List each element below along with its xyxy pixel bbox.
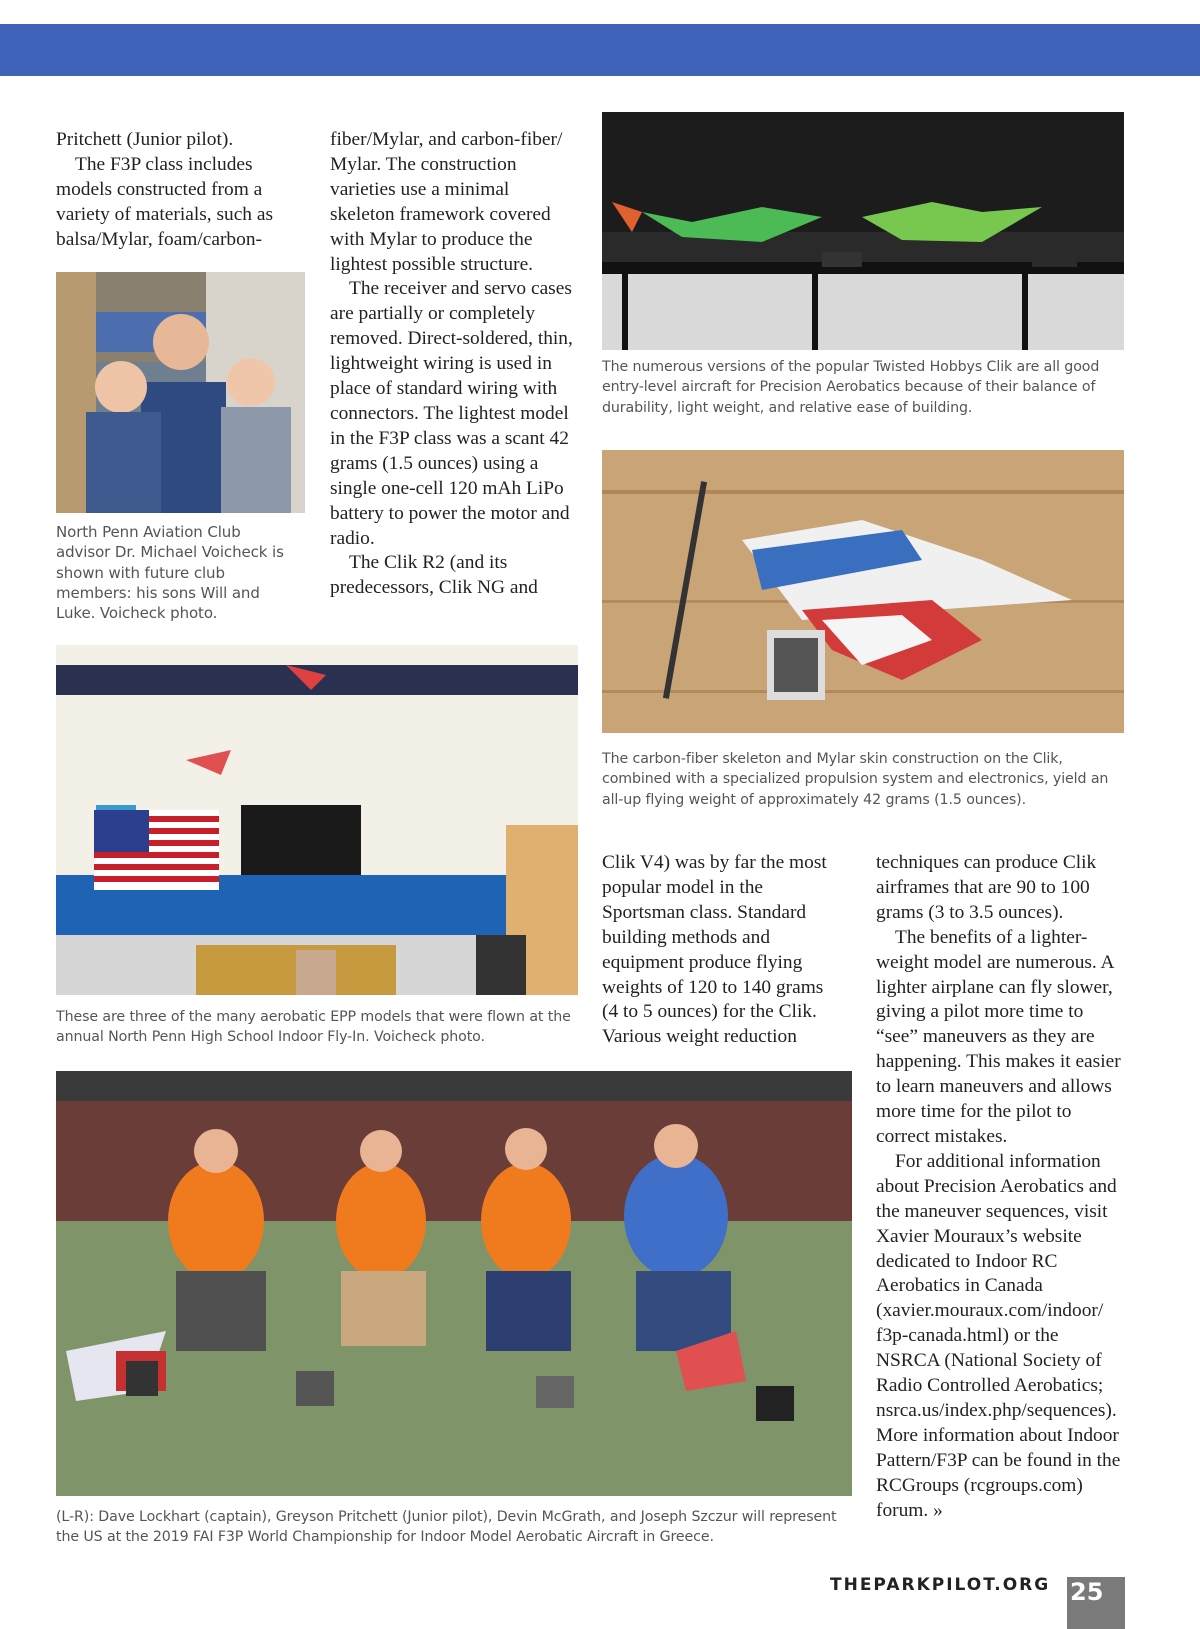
paragraph: The Clik R2 (and its predecessors, Clik NG and	[330, 552, 538, 599]
paragraph: Clik V4) was by far the most popular model in the Sportsman class. Standard building methods and equipment produce flying weights of 120 to 140 grams (4 to 5 ounces) for the Clik. Various weight reduction	[602, 852, 827, 1048]
page-number: 25	[1070, 1578, 1104, 1606]
caption-voicheck: North Penn Aviation Club advisor Dr. Michael Voicheck is shown with future club members: his sons Will and Luke. Voicheck photo.	[56, 523, 284, 623]
article-column-1	[56, 128, 288, 253]
caption-clik-skeleton: The carbon-fiber skeleton and Mylar skin construction on the Clik, combined with a specialized propulsion system and electronics, yield an all-up flying weight of approximately 42 grams (1.5 ounces).	[602, 751, 1109, 808]
paragraph: The receiver and servo cases are partially or completely removed. Direct-soldered, thin, lightweight wiring is used in place of standard wiring with connectors. The lightest model in the F3P class was a scant 42 grams (1.5 ounces) using a single one-cell 120 mAh LiPo battery to power the motor and radio.	[330, 278, 573, 549]
photo-us-team	[56, 1071, 852, 1496]
article-column-2	[330, 128, 575, 601]
caption-epp-models: These are three of the many aerobatic EPP models that were flown at the annual North Penn High School Indoor Fly-In. Voicheck photo.	[56, 1009, 571, 1046]
article-column-4	[876, 851, 1126, 1523]
photo-clik-skeleton	[602, 450, 1124, 733]
caption-clik-versions: The numerous versions of the popular Twisted Hobbys Clik are all good entry-level aircraft for Precision Aerobatics because of their balance of durability, light weight, and relative ease of building.	[602, 359, 1100, 416]
paragraph: Pritchett (Junior pilot).	[56, 129, 234, 150]
caption-us-team: (L-R): Dave Lockhart (captain), Greyson Pritchett (Junior pilot), Devin McGrath, and Joseph Szczur will represent the US at the 2019 FAI F3P World Championship for Indoor Model Aerobatic Aircraft in Greece.	[56, 1509, 837, 1546]
paragraph: The F3P class includes models constructed from a variety of materials, such as balsa/Mylar, foam/carbon-	[56, 153, 273, 250]
footer-site-name: THEPARKPILOT.ORG	[830, 1575, 1051, 1595]
photo-clik-versions	[602, 112, 1124, 350]
photo-voicheck-family	[56, 272, 305, 513]
paragraph: The benefits of a lighter-weight model are numerous. A lighter airplane can fly slower, giving a pilot more time to “see” maneuvers as they are happening. This makes it easier to learn maneuvers and allows more time for the pilot to correct mistakes.	[876, 926, 1121, 1147]
paragraph: techniques can produce Clik airframes that are 90 to 100 grams (3 to 3.5 ounces).	[876, 852, 1097, 923]
article-column-3	[602, 851, 842, 1050]
photo-epp-models	[56, 645, 578, 995]
header-color-band	[0, 24, 1200, 76]
paragraph: fiber/Mylar, and carbon-fiber/ Mylar. The construction varieties use a minimal skeleton framework covered with Mylar to produce the lightest possible structure.	[330, 129, 563, 275]
paragraph: For additional information about Precision Aerobatics and the maneuver sequences, visit Xavier Mouraux’s website dedicated to Indoor RC Aerobatics in Canada (xavier.mouraux.com/indoor/ f3p-canada.html) or the NSRCA (National Society of Radio Controlled Aerobatics; nsrca.us/index.php/sequences). More information about Indoor Pattern/F3P can be found in the RCGroups (rcgroups.com) forum. »	[876, 1150, 1121, 1521]
